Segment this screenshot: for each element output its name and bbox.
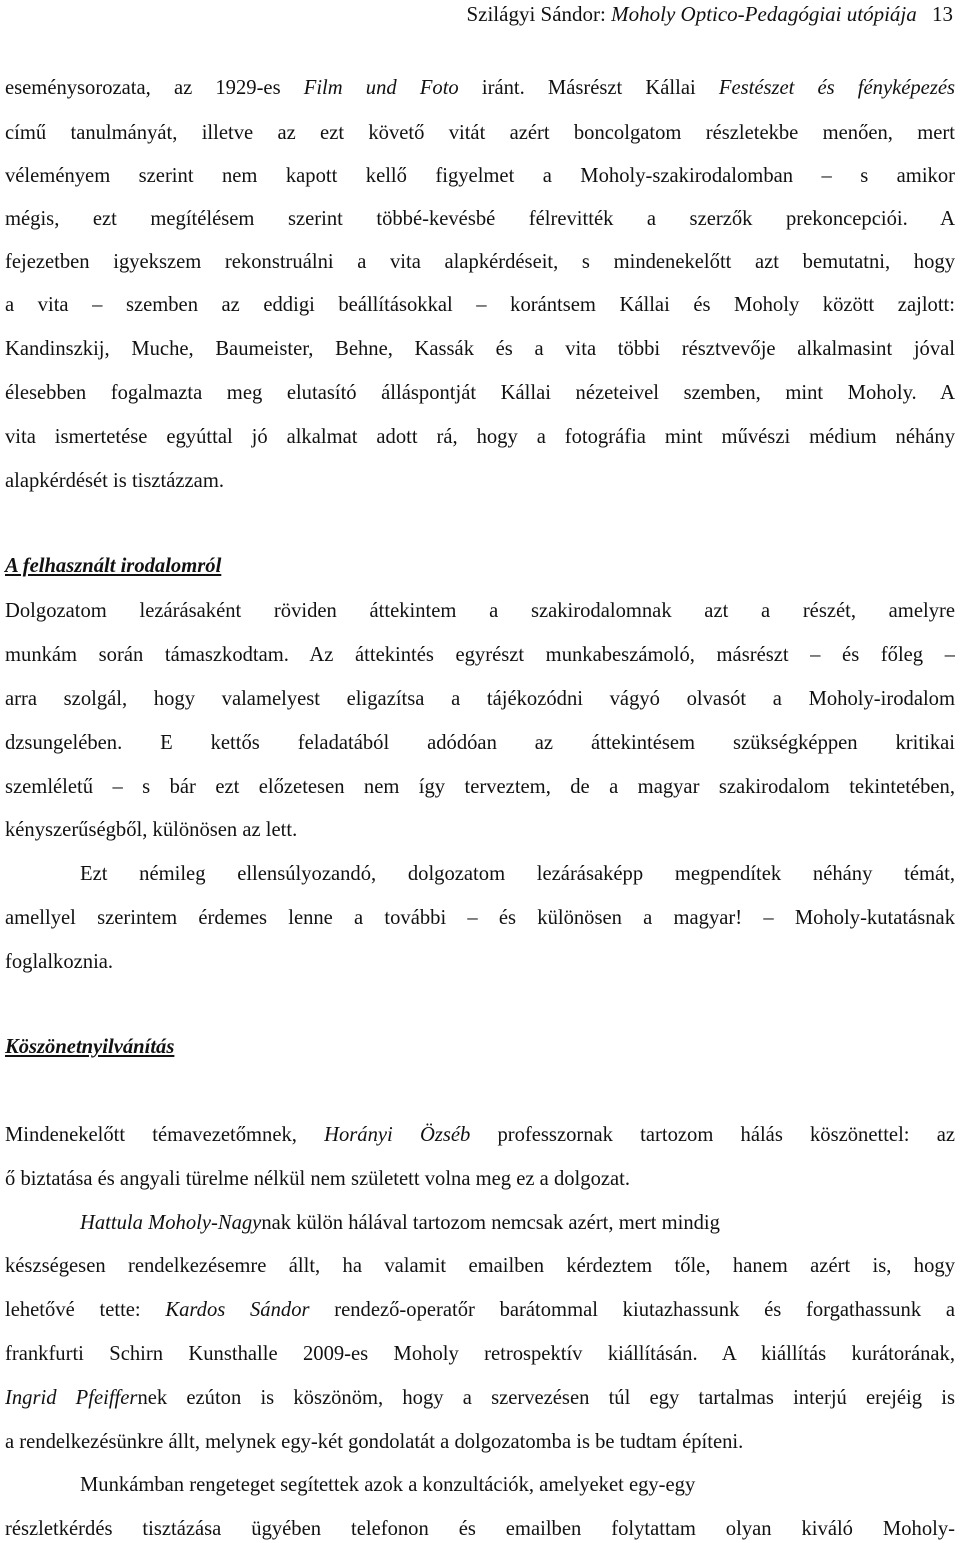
body-line: Kandinszkij, Muche, Baumeister, Behne, Kassák és a vita többi résztvevője alkalmasint jóval <box>5 338 955 360</box>
body-line: című tanulmányát, illetve az ezt követő vitát azért boncolgatom részletekbe menően, mert <box>5 122 955 144</box>
body-line: eseménysorozata, az 1929-es Film und Foto iránt. Másrészt Kállai Festészet és fényképezés <box>5 77 955 99</box>
section-heading-acknowledgements: Köszönetnyilvánítás <box>5 1036 175 1058</box>
body-line: alapkérdését is tisztázzam. <box>5 470 224 492</box>
body-line: amellyel szerintem érdemes lenne a további – és különösen a magyar! – Moholy-kutatásnak <box>5 907 955 929</box>
body-line: vita ismertetése egyúttal jó alkalmat adott rá, hogy a fotográfia mint művészi médium néhány <box>5 426 955 448</box>
body-line: foglalkoznia. <box>5 951 114 973</box>
body-line: Mindenekelőtt témavezetőmnek, Horányi Özséb professzornak tartozom hálás köszönettel: az <box>5 1124 955 1146</box>
header-author: Szilágyi Sándor: <box>466 2 606 26</box>
body-line: Dolgozatom lezárásaként röviden áttekintem a szakirodalomnak azt a részét, amelyre <box>5 600 955 622</box>
body-line: Hattula Moholy-Nagynak külön hálával tartozom nemcsak azért, mert mindig <box>80 1212 720 1234</box>
body-line: frankfurti Schirn Kunsthalle 2009-es Moholy retrospektív kiállításán. A kiállítás kurátorának, <box>5 1343 955 1365</box>
body-line: véleményem szerint nem kapott kellő figyelmet a Moholy-szakirodalomban – s amikor <box>5 165 955 187</box>
body-line: készségesen rendelkezésemre állt, ha valamit emailben kérdeztem tőle, hanem azért is, hogy <box>5 1255 955 1277</box>
body-line: Munkámban rengeteget segítettek azok a konzultációk, amelyeket egy-egy <box>80 1474 696 1496</box>
body-line: dzsungelében. E kettős feladatából adódóan az áttekintésem szükségképpen kritikai <box>5 732 955 754</box>
body-line: lehetővé tette: Kardos Sándor rendező-operatőr barátommal kiutazhassunk és forgathassunk a <box>5 1299 955 1321</box>
body-line: a vita – szemben az eddigi beállításokkal – korántsem Kállai és Moholy között zajlott: <box>5 294 955 316</box>
body-line: munkám során támaszkodtam. Az áttekintés egyrészt munkabeszámoló, másrészt – és főleg – <box>5 644 955 666</box>
section-heading-literature: A felhasznált irodalomról <box>5 555 222 577</box>
page-number: 13 <box>932 2 953 26</box>
body-line: élesebben fogalmazta meg elutasító álláspontját Kállai nézeteivel szemben, mint Moholy. A <box>5 382 955 404</box>
running-header <box>466 2 953 27</box>
body-line: részletkérdés tisztázása ügyében telefonon és emailben folytattam olyan kiváló Moholy- <box>5 1518 955 1540</box>
body-line: arra szolgál, hogy valamelyest eligazítsa a tájékozódni vágyó olvasót a Moholy-irodalom <box>5 688 955 710</box>
body-line: ő biztatása és angyali türelme nélkül nem született volna meg ez a dolgozat. <box>5 1168 631 1190</box>
body-line: mégis, ezt megítélésem szerint többé-kevésbé félrevitték a szerzők prekoncepciói. A <box>5 208 955 230</box>
header-title: Moholy Optico-Pedagógiai utópiája <box>611 2 917 26</box>
body-line: a rendelkezésünkre állt, melynek egy-két gondolatát a dolgozatomba is be tudtam építeni. <box>5 1431 744 1453</box>
body-line: szemléletű – s bár ezt előzetesen nem így terveztem, de a magyar szakirodalom tekintetében, <box>5 776 955 798</box>
body-line: fejezetben igyekszem rekonstruálni a vita alapkérdéseit, s mindenekelőtt azt bemutatni, hogy <box>5 251 955 273</box>
body-line: Ingrid Pfeiffernek ezúton is köszönöm, hogy a szervezésen túl egy tartalmas interjú erejéig is <box>5 1387 955 1409</box>
body-line: kényszerűségből, különösen az lett. <box>5 819 298 841</box>
body-line: Ezt némileg ellensúlyozandó, dolgozatom lezárásaképp megpendítek néhány témát, <box>80 863 955 885</box>
